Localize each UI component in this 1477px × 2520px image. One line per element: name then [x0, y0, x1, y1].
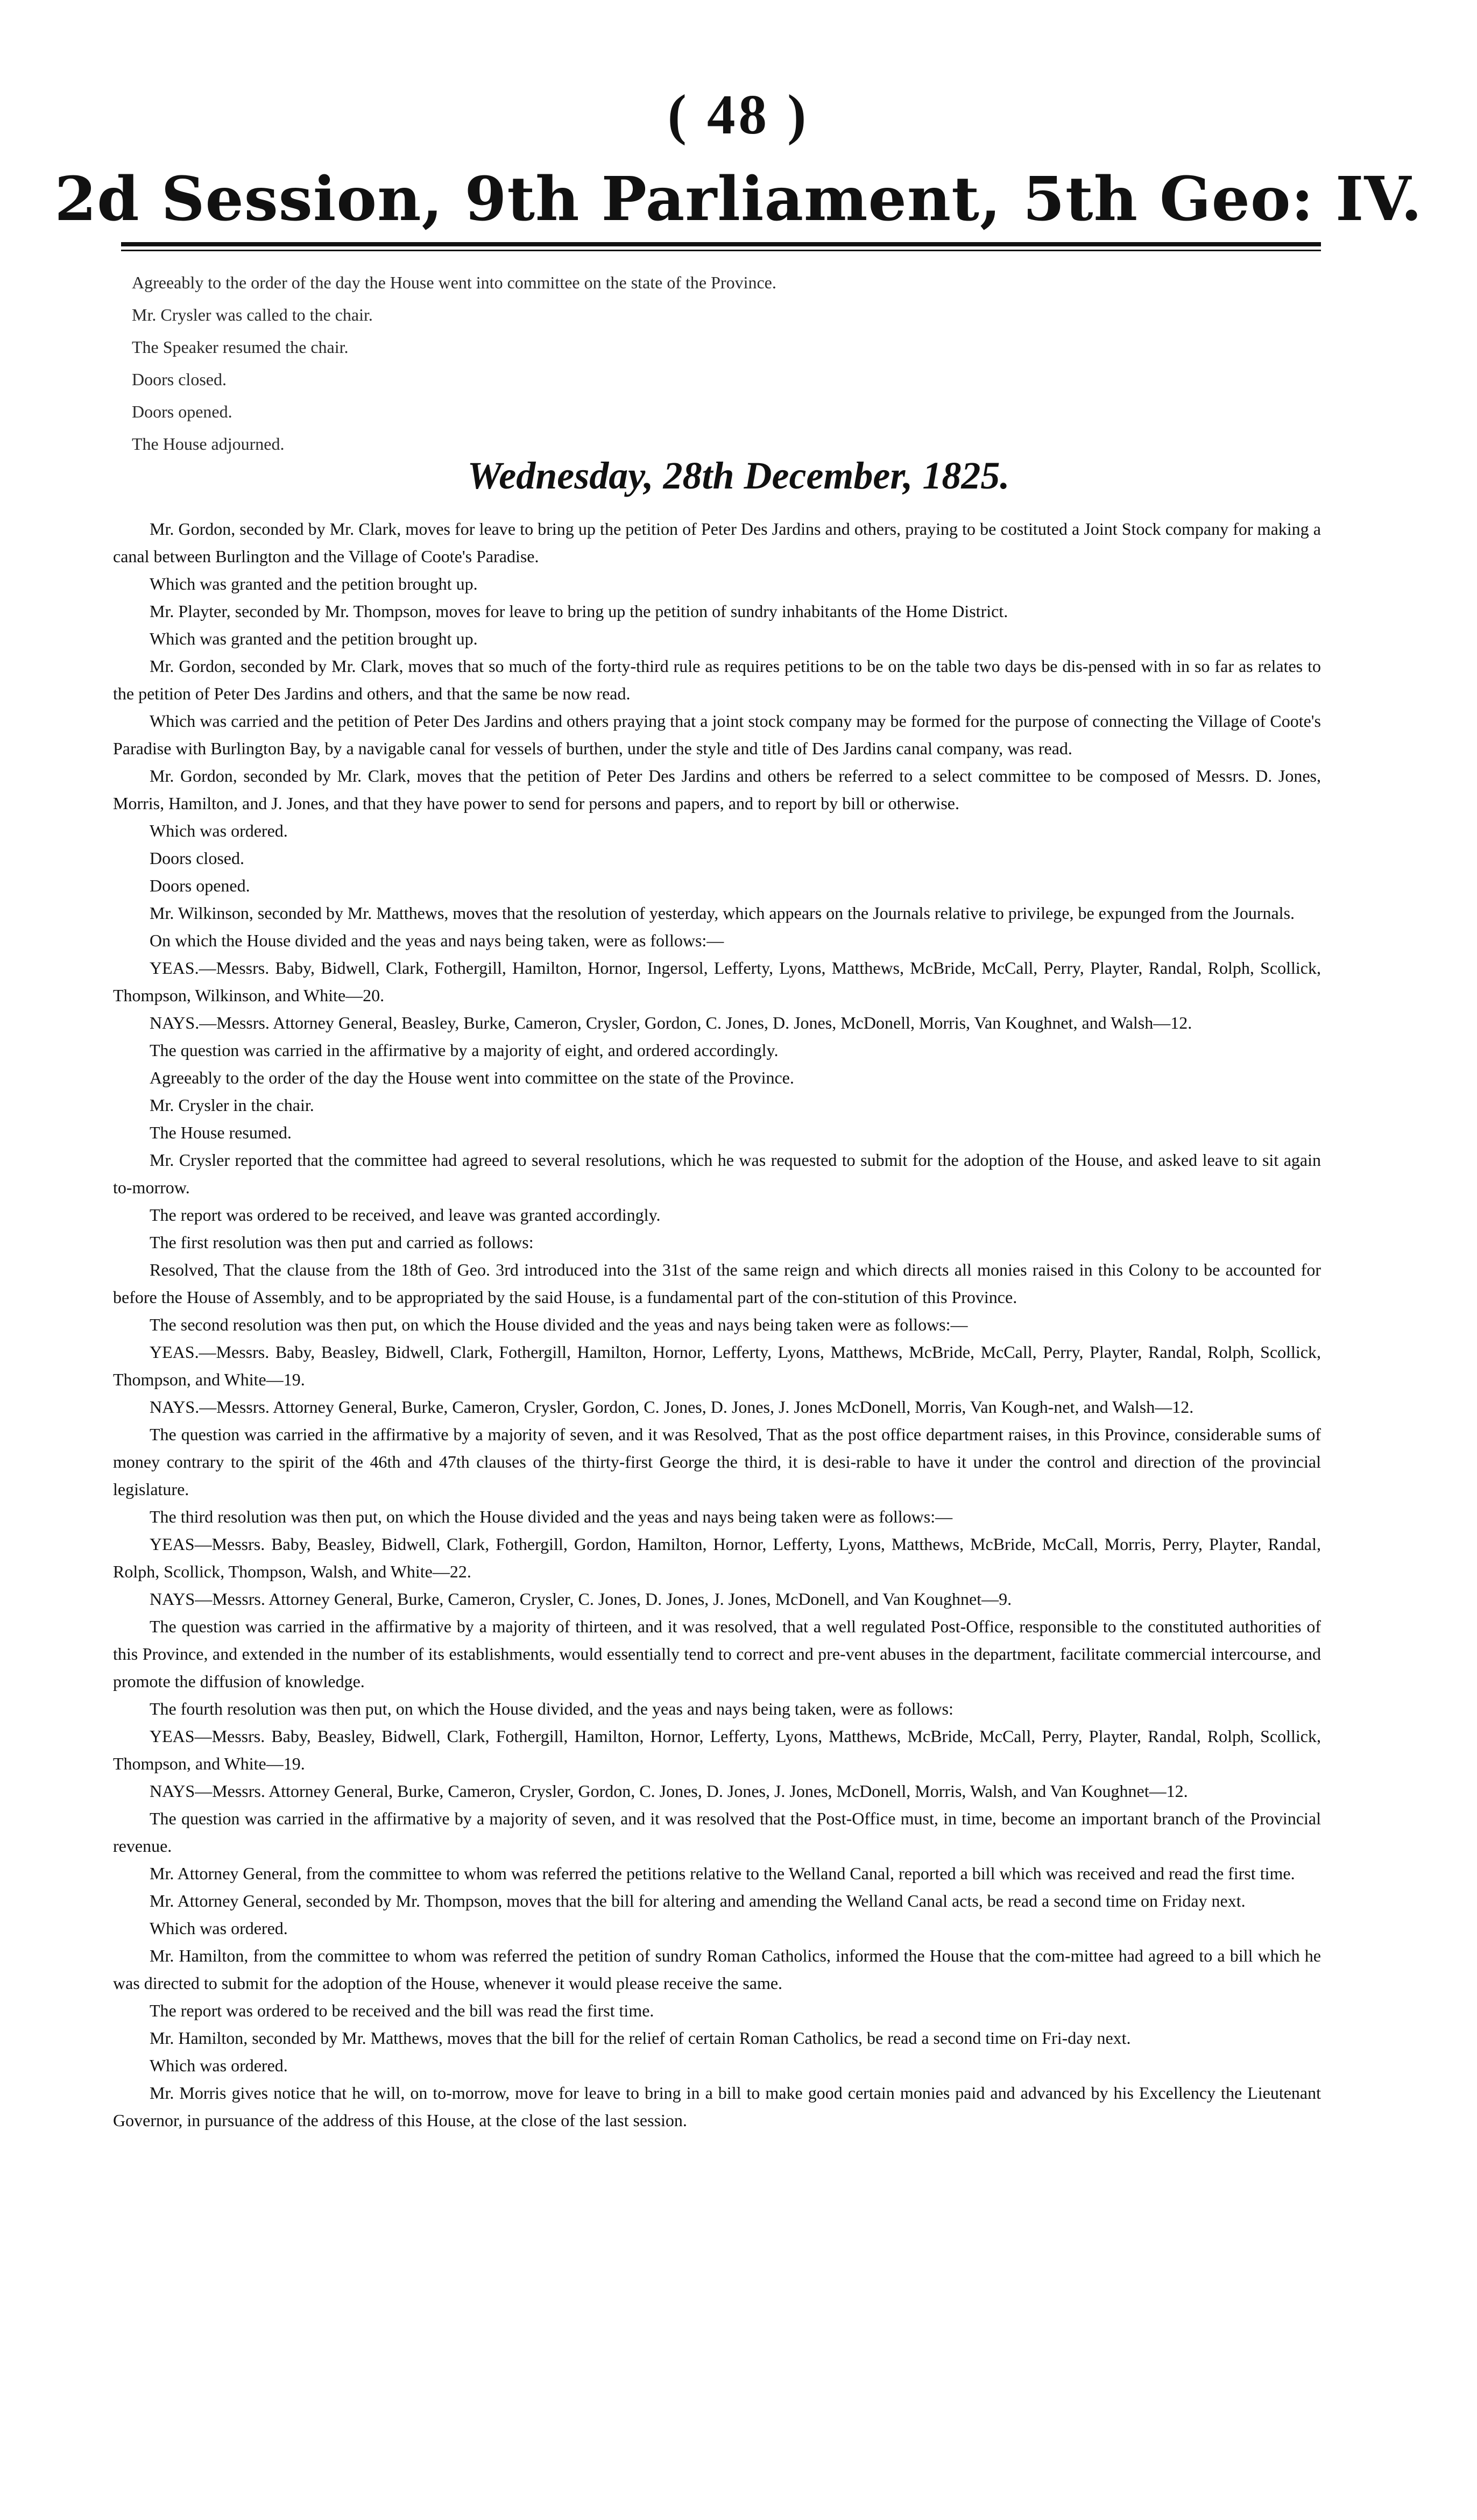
opening-line: Mr. Crysler was called to the chair.: [132, 305, 373, 324]
date-heading: Wednesday, 28th December, 1825.: [467, 454, 1010, 497]
page-number: ( 48 ): [667, 83, 810, 146]
paragraph: Mr. Crysler in the chair.: [150, 1095, 314, 1115]
paragraph: Which was granted and the petition brought up.: [150, 574, 478, 593]
header-rule-thick: [121, 242, 1321, 246]
paragraph: Which was ordered.: [150, 821, 288, 840]
paragraph: The House resumed.: [150, 1123, 292, 1142]
paragraph: NAYS—Messrs. Attorney General, Burke, Cameron, Crysler, C. Jones, D. Jones, J. Jones, McDonell, and Van Koughnet—9.: [150, 1589, 1012, 1609]
paragraph: The first resolution was then put and carried as follows:: [150, 1233, 534, 1252]
paragraph: Doors closed.: [150, 848, 244, 868]
paragraph: Which was ordered.: [150, 2056, 288, 2075]
paragraph: Mr. Attorney General, seconded by Mr. Thompson, moves that the bill for altering and amending the Welland Canal acts, be read a second time on Friday next.: [150, 1891, 1246, 1910]
paragraph: The report was ordered to be received and the bill was read the first time.: [150, 2001, 654, 2020]
paragraph: Mr. Attorney General, from the committee to whom was referred the petitions relative to the Welland Canal, reported a bill which was received and read the first time.: [150, 1864, 1295, 1883]
paragraph: NAYS.—Messrs. Attorney General, Beasley, Burke, Cameron, Crysler, Gordon, C. Jones, D. Jones, McDonell, Morris, Van Koughnet, and Walsh—12.: [150, 1013, 1192, 1032]
paragraph: YEAS.—Messrs. Baby, Bidwell, Clark, Fothergill, Hamilton, Hornor, Ingersol, Lefferty, Lyons, Matthews, McBride, McCall, Perry, Playter, Randal, Rolph, Scollick, Thompson, Wilkinson, and White—20.: [113, 958, 1321, 1005]
paragraph: YEAS—Messrs. Baby, Beasley, Bidwell, Clark, Fothergill, Gordon, Hamilton, Hornor, Lefferty, Lyons, Matthews, McBride, McCall, Morris, Perry, Playter, Randal, Rolph, Scollick, Thompson, Walsh, and White—22.: [113, 1534, 1321, 1581]
paragraph: The question was carried in the affirmative by a majority of seven, and it was Resolved, That as the post office department raises, in this Province, considerable sums of money contrary to the spirit of the 46th and 47th clauses of the thirty-first George the third, it is desi-rable to have it under the control and direction of the provincial legislature.: [113, 1425, 1321, 1499]
opening-lines: [132, 266, 1316, 460]
opening-line: Doors opened.: [132, 402, 232, 421]
paragraph: The report was ordered to be received, and leave was granted accordingly.: [150, 1205, 661, 1224]
paragraph: Which was carried and the petition of Peter Des Jardins and others praying that a joint stock company may be formed for the purpose of connecting the Village of Coote's Paradise with Burlington Bay, by a navigable canal for vessels of burthen, under the style and title of Des Jardins canal company, was read.: [113, 711, 1321, 758]
paragraph: On which the House divided and the yeas and nays being taken, were as follows:—: [150, 931, 724, 950]
paragraph: Mr. Playter, seconded by Mr. Thompson, moves for leave to bring up the petition of sundry inhabitants of the Home District.: [150, 601, 1008, 621]
header-rule-thin: [121, 250, 1321, 251]
session-header: 2d Session, 9th Parliament, 5th Geo: IV.: [54, 164, 1423, 235]
paragraph: NAYS.—Messrs. Attorney General, Burke, Cameron, Crysler, Gordon, C. Jones, D. Jones, J. Jones McDonell, Morris, Van Kough-net, and Walsh—12.: [150, 1397, 1194, 1417]
paragraph: The second resolution was then put, on which the House divided and the yeas and nays being taken were as follows:—: [150, 1315, 968, 1334]
opening-line: Agreeably to the order of the day the House went into committee on the state of the Province.: [132, 273, 776, 292]
paragraph: Mr. Wilkinson, seconded by Mr. Matthews, moves that the resolution of yesterday, which appears on the Journals relative to privilege, be expunged from the Journals.: [150, 903, 1295, 923]
paragraph: Which was granted and the petition brought up.: [150, 629, 478, 648]
paragraph: NAYS—Messrs. Attorney General, Burke, Cameron, Crysler, Gordon, C. Jones, D. Jones, J. Jones, McDonell, Morris, Walsh, and Van Koughnet—12.: [150, 1781, 1188, 1801]
paragraph: Which was ordered.: [150, 1919, 288, 1938]
paragraph: The question was carried in the affirmative by a majority of thirteen, and it was resolved, that a well regulated Post-Office, responsible to the constituted authorities of this Province, and extended in the number of its establishments, would essentially tend to correct and pre-vent abuses in the department, facilitate commercial intercourse, and promote the diffusion of knowledge.: [113, 1617, 1321, 1691]
paragraph: Resolved, That the clause from the 18th of Geo. 3rd introduced into the 31st of the same reign and which directs all monies raised in this Colony to be accounted for before the House of Assembly, and to be appropriated by the said House, is a fundamental part of the con-stitution of this Province.: [113, 1260, 1321, 1307]
paragraph: The question was carried in the affirmative by a majority of eight, and ordered accordingly.: [150, 1040, 779, 1060]
paragraph: Mr. Gordon, seconded by Mr. Clark, moves that so much of the forty-third rule as requires petitions to be on the table two days be dis-pensed with in so far as relates to the petition of Peter Des Jardins and others, and that the same be now read.: [113, 656, 1321, 703]
paragraph: Mr. Hamilton, seconded by Mr. Matthews, moves that the bill for the relief of certain Roman Catholics, be read a second time on Fri-day next.: [150, 2028, 1131, 2048]
paragraph: The third resolution was then put, on which the House divided and the yeas and nays being taken were as follows:—: [150, 1507, 953, 1526]
paragraph: Mr. Morris gives notice that he will, on to-morrow, move for leave to bring in a bill to make good certain monies paid and advanced by his Excellency the Lieutenant Governor, in pursuance of the address of this House, at the close of the last session.: [113, 2083, 1321, 2130]
paragraph: Mr. Gordon, seconded by Mr. Clark, moves for leave to bring up the petition of Peter Des Jardins and others, praying to be costituted a Joint Stock company for making a canal between Burlington and the Village of Coote's Paradise.: [113, 519, 1321, 566]
paragraph: YEAS.—Messrs. Baby, Beasley, Bidwell, Clark, Fothergill, Hamilton, Hornor, Lefferty, Lyons, Matthews, McBride, McCall, Perry, Playter, Randal, Rolph, Scollick, Thompson, and White—19.: [113, 1342, 1321, 1389]
opening-line: Doors closed.: [132, 370, 227, 389]
paragraph: YEAS—Messrs. Baby, Beasley, Bidwell, Clark, Fothergill, Hamilton, Hornor, Lefferty, Lyons, Matthews, McBride, McCall, Perry, Playter, Randal, Rolph, Scollick, Thompson, and White—19.: [113, 1726, 1321, 1773]
paragraph: The question was carried in the affirmative by a majority of seven, and it was resolved that the Post-Office must, in time, become an important branch of the Provincial revenue.: [113, 1809, 1321, 1856]
paragraph: The fourth resolution was then put, on which the House divided, and the yeas and nays being taken, were as follows:: [150, 1699, 953, 1718]
paragraph: Mr. Hamilton, from the committee to whom was referred the petition of sundry Roman Catholics, informed the House that the com-mittee had agreed to a bill which he was directed to submit for the adoption of the House, whenever it would please receive the same.: [113, 1946, 1321, 1993]
paragraph: Mr. Crysler reported that the committee had agreed to several resolutions, which he was requested to submit for the adoption of the House, and asked leave to sit again to-morrow.: [113, 1150, 1321, 1197]
proceedings-body: [113, 515, 1321, 2134]
paragraph: Mr. Gordon, seconded by Mr. Clark, moves that the petition of Peter Des Jardins and others be referred to a select committee to be composed of Messrs. D. Jones, Morris, Hamilton, and J. Jones, and that they have power to send for persons and papers, and to report by bill or otherwise.: [113, 766, 1321, 813]
opening-line: The House adjourned.: [132, 434, 285, 454]
paragraph: Agreeably to the order of the day the House went into committee on the state of the Province.: [150, 1068, 794, 1087]
paragraph: Doors opened.: [150, 876, 250, 895]
opening-line: The Speaker resumed the chair.: [132, 337, 349, 357]
